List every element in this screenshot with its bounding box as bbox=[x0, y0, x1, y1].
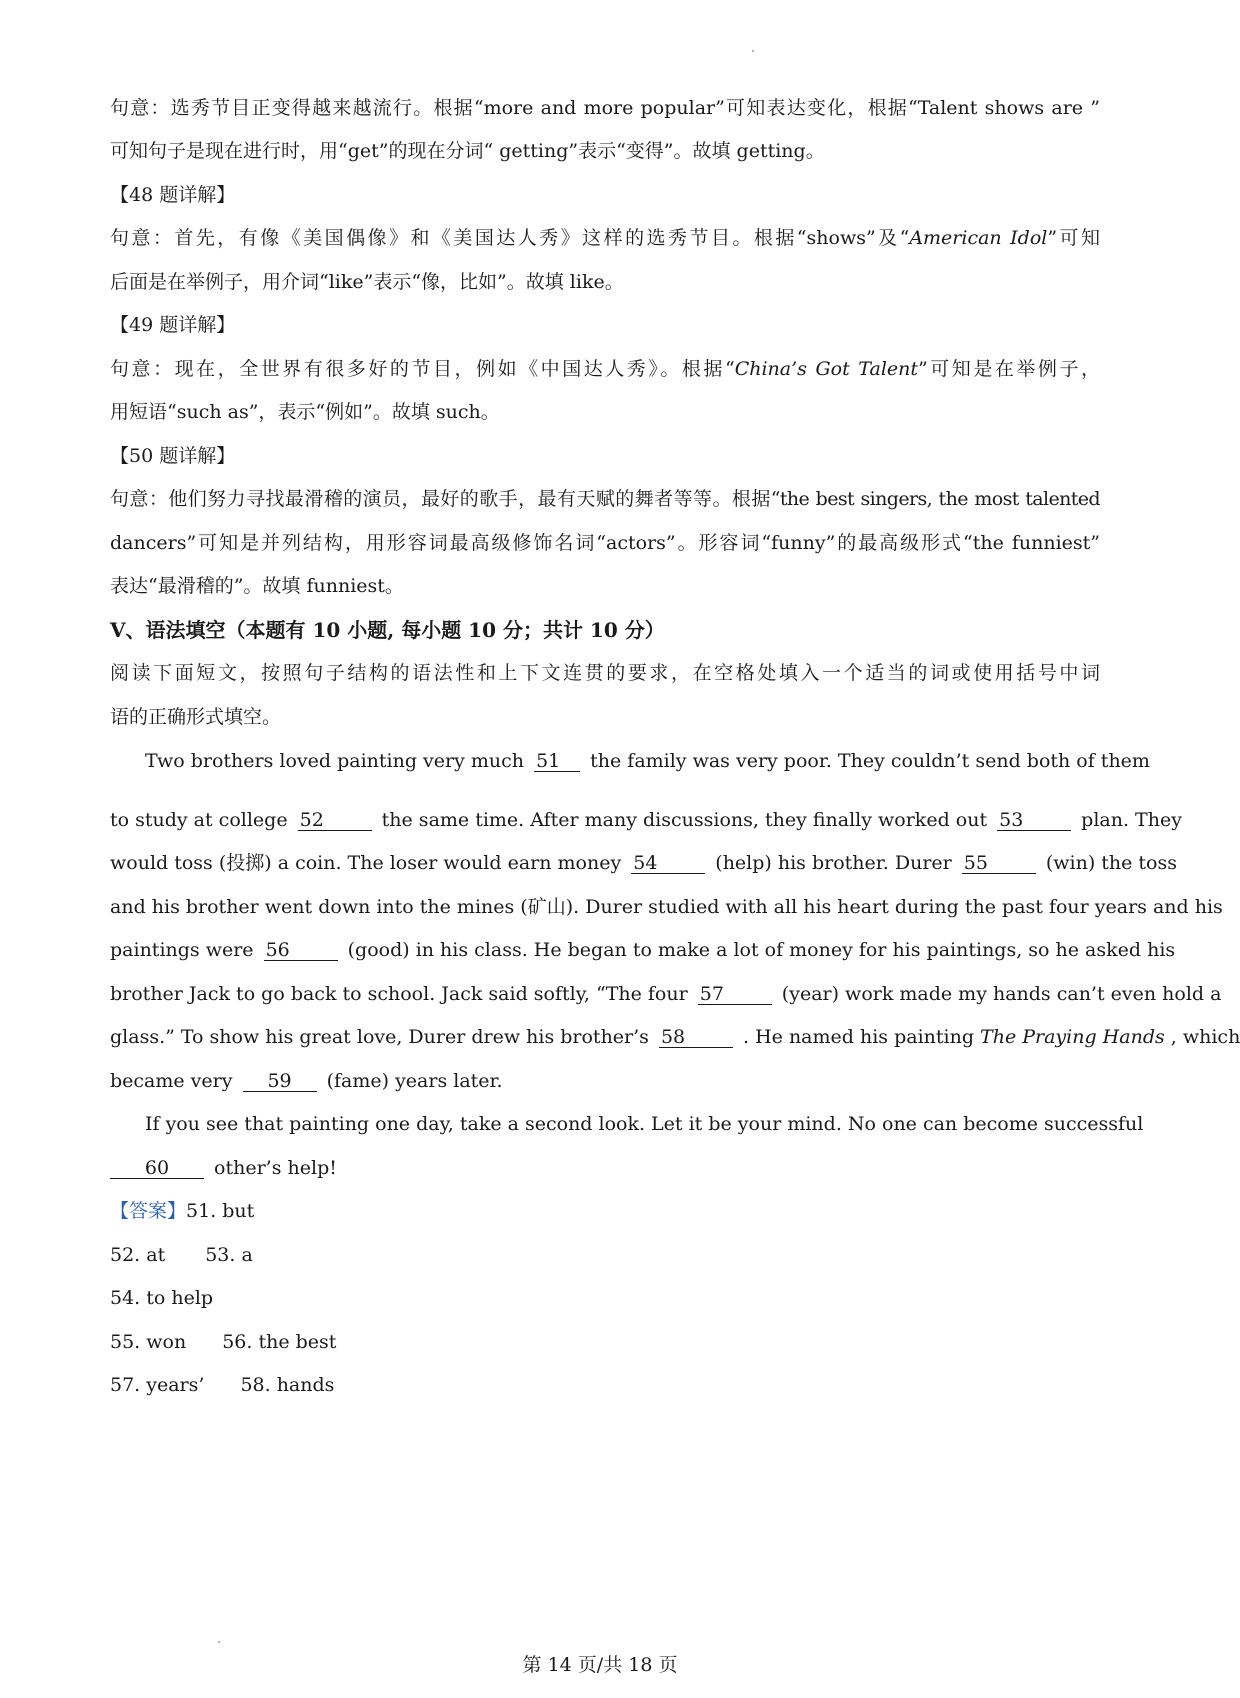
answer-55: 55. won bbox=[110, 1331, 187, 1353]
answers-line4 bbox=[110, 1330, 1100, 1354]
section-instruction-line1: 阅读下面短文，按照句子结构的语法性和上下文连贯的要求，在空格处填入一个适当的词或使用括号中词 bbox=[110, 662, 1100, 684]
answers-line1 bbox=[110, 1199, 1100, 1223]
q48-explanation-line1: 句意：首先，有像《美国偶像》和《美国达人秀》这样的选秀节目。根据“shows”及“American Idol”可知 bbox=[110, 227, 1100, 249]
answer-label: 【答案】 bbox=[110, 1200, 187, 1222]
q48-heading: 【48 题详解】 bbox=[110, 184, 236, 206]
blank-55: 55 bbox=[962, 853, 1036, 874]
answer-51: 51. but bbox=[186, 1200, 255, 1222]
q50-heading: 【50 题详解】 bbox=[110, 445, 236, 467]
blank-53: 53 bbox=[997, 810, 1071, 831]
scan-speck bbox=[752, 50, 754, 52]
section-instruction-line2: 语的正确形式填空。 bbox=[110, 706, 282, 728]
blank-54: 54 bbox=[631, 853, 705, 874]
q50-explanation-line3: 表达“最滑稽的”。故填 funniest。 bbox=[110, 575, 404, 597]
answer-54: 54. to help bbox=[110, 1287, 214, 1309]
blank-52: 52 bbox=[298, 810, 372, 831]
blank-59: 59 bbox=[243, 1071, 317, 1092]
blank-60: 60 bbox=[110, 1158, 204, 1179]
passage-line10: 60 other’s help! bbox=[110, 1156, 1100, 1180]
passage-line2: to study at college 52 the same time. After many discussions, they finally worked out 53 plan. They bbox=[110, 809, 1182, 831]
q49-explanation-line2: 用短语“such as”，表示“例如”。故填 such。 bbox=[110, 401, 500, 423]
answer-58: 58. hands bbox=[240, 1374, 335, 1396]
answer-57: 57. years’ bbox=[110, 1374, 205, 1396]
q50-explanation-line1: 句意：他们努力寻找最滑稽的演员，最好的歌手，最有天赋的舞者等等。根据“the best singers, the most talented bbox=[110, 488, 1100, 510]
answer-53: 53. a bbox=[205, 1244, 253, 1266]
q49-explanation-line1: 句意：现在，全世界有很多好的节目，例如《中国达人秀》。根据“China’s Got Talent”可知是在举例子， bbox=[110, 358, 1100, 380]
passage-line6: brother Jack to go back to school. Jack said softly, “The four 57 (year) work made my hands can’t even hold a bbox=[110, 983, 1222, 1005]
q50-explanation-line2: dancers”可知是并列结构，用形容词最高级修饰名词“actors”。形容词“funny”的最高级形式“the funniest” bbox=[110, 532, 1100, 554]
blank-58: 58 bbox=[659, 1027, 733, 1048]
answer-56: 56. the best bbox=[222, 1331, 337, 1353]
passage-line3: would toss (投掷) a coin. The loser would earn money 54 (help) his brother. Durer 55 (win) the toss bbox=[110, 852, 1178, 874]
blank-57: 57 bbox=[698, 984, 772, 1005]
q49-heading: 【49 题详解】 bbox=[110, 314, 236, 336]
blank-56: 56 bbox=[264, 940, 338, 961]
section-title: V、语法填空（本题有 10 小题, 每小题 10 分；共计 10 分） bbox=[110, 618, 665, 642]
q48-explanation-line2: 后面是在举例子，用介词“like”表示“像，比如”。故填 like。 bbox=[110, 271, 624, 293]
passage-line7: glass.” To show his great love, Durer drew his brother’s 58 . He named his painting The Praying Hands , which bbox=[110, 1026, 1240, 1048]
passage-line1: Two brothers loved painting very much 51 the family was very poor. They couldn’t send both of them bbox=[145, 750, 1150, 772]
answer-52: 52. at bbox=[110, 1244, 166, 1266]
answers-line2 bbox=[110, 1243, 1100, 1267]
passage-line4: and his brother went down into the mines (矿山). Durer studied with all his heart during the past four years and his bbox=[110, 896, 1223, 918]
passage-line8: became very 59 (fame) years later. bbox=[110, 1070, 503, 1092]
q47-explanation-line1: 句意：选秀节目正变得越来越流行。根据“more and more popular”可知表达变化，根据“Talent shows are ” bbox=[110, 97, 1100, 119]
scan-speck bbox=[218, 1641, 220, 1643]
answers-line5 bbox=[110, 1373, 1100, 1397]
passage-line9: If you see that painting one day, take a second look. Let it be your mind. No one can become successful bbox=[145, 1113, 1144, 1135]
blank-51: 51 bbox=[534, 751, 580, 772]
page-footer: 第 14 页/共 18 页 bbox=[522, 1654, 678, 1676]
q47-explanation-line2: 可知句子是现在进行时，用“get”的现在分词“ getting”表示“变得”。故填 getting。 bbox=[110, 140, 825, 162]
passage-line5: paintings were 56 (good) in his class. He began to make a lot of money for his paintings, so he asked his bbox=[110, 939, 1176, 961]
